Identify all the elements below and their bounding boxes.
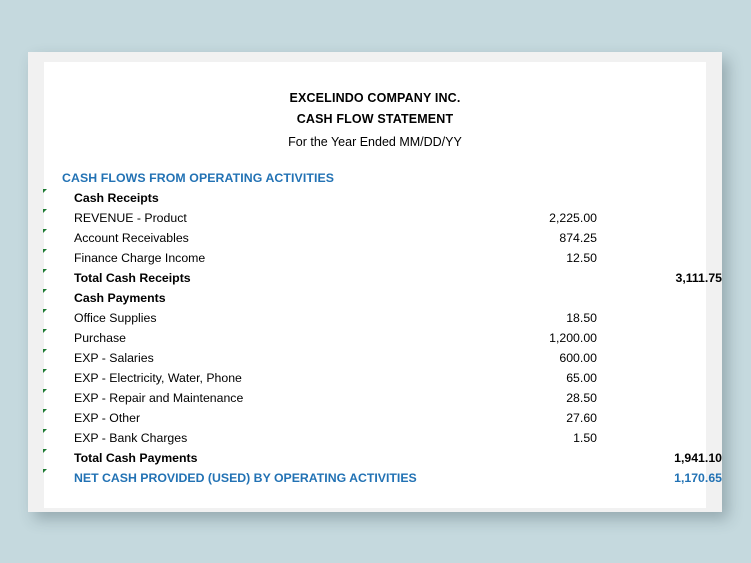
row-label: EXP - Electricity, Water, Phone (74, 371, 242, 385)
row-label: EXP - Other (74, 411, 141, 425)
statement-row[interactable] (44, 248, 706, 268)
statement-period: For the Year Ended MM/DD/YY (288, 135, 462, 149)
statement-name: CASH FLOW STATEMENT (296, 112, 454, 126)
row-total-amount: 1,941.10 (674, 451, 722, 465)
row-label: Cash Payments (74, 291, 166, 305)
row-label: CASH FLOWS FROM OPERATING ACTIVITIES (62, 171, 335, 185)
row-detail-amount: 12.50 (566, 251, 597, 265)
row-label: Purchase (74, 331, 126, 345)
cell-error-flag-icon (43, 449, 47, 453)
row-label: Account Receivables (74, 231, 189, 245)
cell-error-flag-icon (43, 229, 47, 233)
cell-error-flag-icon (43, 289, 47, 293)
statement-row[interactable] (44, 228, 706, 248)
company-name: EXCELINDO COMPANY INC. (289, 91, 461, 105)
cell-error-flag-icon (43, 349, 47, 353)
row-label: Cash Receipts (74, 191, 159, 205)
cell-error-flag-icon (43, 249, 47, 253)
statement-row[interactable] (44, 428, 706, 448)
row-detail-amount: 1.50 (573, 431, 597, 445)
statement-row[interactable] (44, 448, 722, 468)
cell-error-flag-icon (43, 469, 47, 473)
statement-row[interactable] (44, 328, 706, 348)
cell-error-flag-icon (43, 189, 47, 193)
row-detail-amount: 28.50 (566, 391, 597, 405)
row-detail-amount: 2,225.00 (549, 211, 597, 225)
row-detail-amount: 600.00 (559, 351, 597, 365)
row-label: EXP - Bank Charges (74, 431, 188, 445)
row-label: EXP - Salaries (74, 351, 154, 365)
cell-error-flag-icon (43, 329, 47, 333)
statement-row[interactable] (44, 368, 706, 388)
statement-row[interactable] (44, 408, 706, 428)
statement-row[interactable] (44, 208, 706, 228)
statement-row[interactable] (44, 268, 722, 288)
row-total-amount: 3,111.75 (675, 271, 722, 285)
row-detail-amount: 18.50 (566, 311, 597, 325)
statement-row[interactable] (44, 388, 706, 408)
cell-error-flag-icon (43, 209, 47, 213)
statement-title-block (44, 88, 706, 153)
row-detail-amount: 1,200.00 (549, 331, 597, 345)
statement-row[interactable] (44, 308, 706, 328)
document-card (28, 52, 722, 512)
row-detail-amount: 27.60 (566, 411, 597, 425)
row-detail-amount: 874.25 (559, 231, 597, 245)
row-label: NET CASH PROVIDED (USED) BY OPERATING ACTIVITIES (74, 471, 417, 485)
statement-row[interactable] (44, 468, 722, 488)
row-label: Total Cash Receipts (74, 271, 191, 285)
statement-row[interactable] (44, 168, 706, 188)
row-label: REVENUE - Product (74, 211, 187, 225)
row-label: Total Cash Payments (74, 451, 198, 465)
cell-error-flag-icon (43, 269, 47, 273)
row-detail-amount: 65.00 (566, 371, 597, 385)
row-label: Finance Charge Income (74, 251, 206, 265)
row-label: Office Supplies (74, 311, 157, 325)
cell-error-flag-icon (43, 369, 47, 373)
statement-rows (44, 168, 722, 488)
statement-row[interactable] (44, 188, 706, 208)
cell-error-flag-icon (43, 409, 47, 413)
cell-error-flag-icon (43, 429, 47, 433)
statement-row[interactable] (44, 348, 706, 368)
cell-error-flag-icon (43, 389, 47, 393)
cell-error-flag-icon (43, 309, 47, 313)
spreadsheet-sheet (44, 62, 722, 508)
row-total-amount: 1,170.65 (674, 471, 722, 485)
row-label: EXP - Repair and Maintenance (74, 391, 244, 405)
statement-row[interactable] (44, 288, 706, 308)
